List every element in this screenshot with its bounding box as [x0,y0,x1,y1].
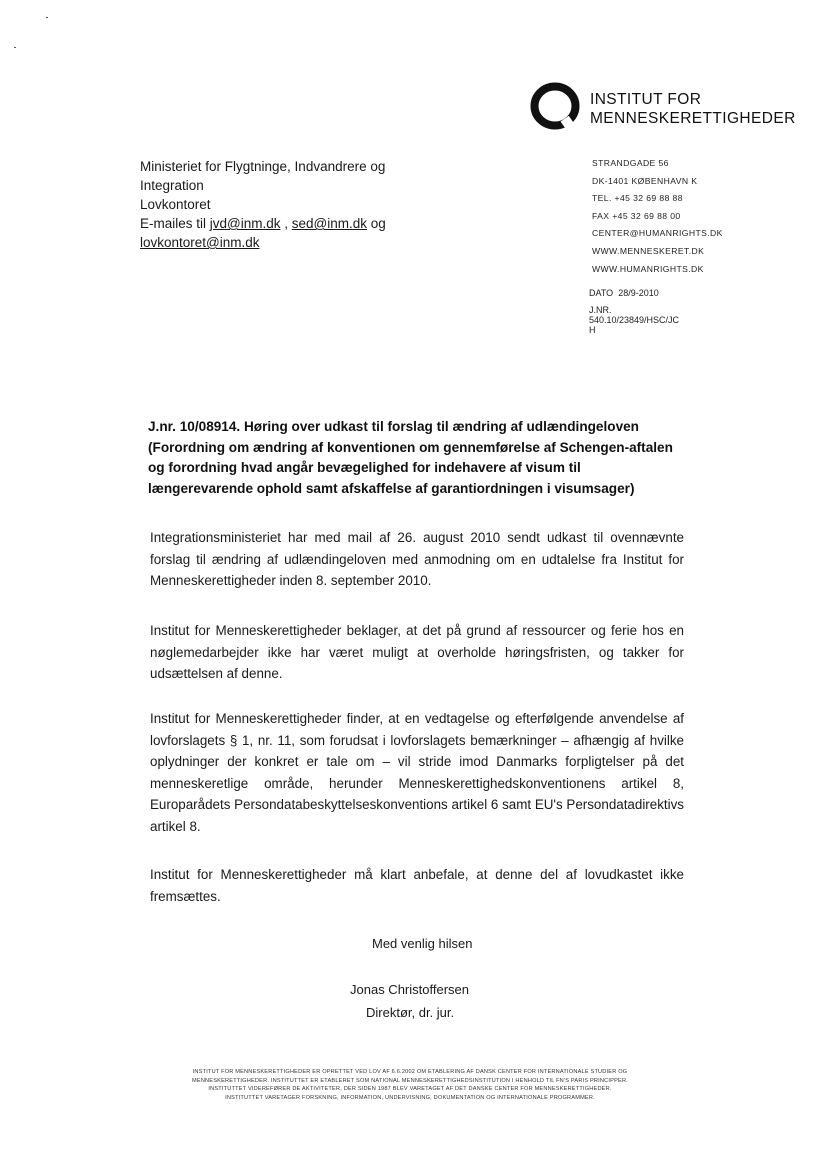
closing-greeting: Med venlig hilsen [372,936,473,951]
email-separator: , [280,216,292,231]
recipient-line: Integration [140,178,204,193]
letter-subject: J.nr. 10/08914. Høring over udkast til forslag til ændring af udlændingeloven (Forordning om ændring af konventionen om gennemførelse af Schengen-aftalen og forordning hvad angår bevægelighed for indehavere af visum til længerevarende ophold samt afskaffelse af garantiordningen i visumsager) [148,419,673,496]
contact-phone: TEL. +45 32 69 88 88 [592,193,683,204]
footer-line: INSTITUT FOR MENNESKERETTIGHEDER ER OPRETTET VED LOV AF 6.6.2002 OM ETABLERING AF DANSK CENTER FOR INTERNATIONALE STUDIER OG [192,1069,628,1075]
recipient-address [140,157,386,252]
scan-speck [46,17,48,18]
contact-email: CENTER@HUMANRIGHTS.DK [592,228,723,239]
body-paragraph: Institut for Menneskerettigheder finder, at en vedtagelse og efterfølgende anvendelse af lovforslagets § 1, nr. 11, som forudsat i lovforslagets bemærkninger – afhængig af hvilke oplydninger der konkret er tale om – vil stride imod Danmarks forpligtelser på det menneskeretlige område, herunder Menneskerettighedskonventionens artikel 8, Europarådets Persondatabeskyttelseskonventions artikel 6 samt EU's Persondatadirektivs artikel 8. [150,711,684,834]
org-name-line2: MENNESKERETTIGHEDER [590,110,796,127]
contact-street: STRANDGADE 56 [592,158,669,168]
body-paragraph: Integrationsministeriet har med mail af 26. august 2010 sendt udkast til ovennævnte forslag til ændring af udlændingeloven med anmodning om en udtalelse fra Institut for Menneskerettigheder inden 8. september 2010. [150,530,684,588]
organization-name [590,90,796,128]
recipient-email-line [140,214,386,233]
body-paragraph: Institut for Menneskerettigheder beklager, at det på grund af ressourcer og ferie hos en nøglemedarbejder ikke har været muligt at overholde høringsfristen, og takker for udsættelsen af denne. [150,623,684,681]
contact-block [592,155,723,278]
email-suffix: og [367,216,386,231]
email-prefix: E-mailes til [140,216,210,231]
contact-fax: FAX +45 32 69 88 00 [592,210,681,221]
letter-meta [589,288,679,335]
scan-speck [14,47,16,48]
contact-city: DK-1401 KØBENHAVN K [592,175,698,186]
email-link-lovkontoret[interactable]: lovkontoret@inm.dk [140,235,260,250]
date-label: DATO [589,288,614,298]
ring-logo-icon [528,80,582,132]
contact-web-humanrights: WWW.HUMANRIGHTS.DK [592,263,704,274]
body-paragraph: Institut for Menneskerettigheder må klart anbefale, at denne del af lovudkastet ikke fremsættes. [150,867,684,904]
recipient-line: Lovkontoret [140,197,211,212]
jnr-value: 540.10/23849/HSC/JC [589,315,680,325]
date-value: 28/9-2010 [618,288,659,298]
contact-web-menneskeret: WWW.MENNESKERET.DK [592,245,705,256]
signer-title: Direktør, dr. jur. [366,1005,455,1020]
email-link-jvd[interactable]: jvd@inm.dk [209,216,281,231]
signer-name: Jonas Christoffersen [350,982,469,997]
jnr-label: J.NR. [589,305,612,315]
org-name-line1: INSTITUT FOR [590,91,702,108]
footer-line: INSTITUTTET VARETAGER FORSKNING, INFORMATION, UNDERVISNING, DOKUMENTATION OG INTERNATIONALE PROGRAMMER. [225,1094,595,1101]
recipient-line: Ministeriet for Flygtninge, Indvandrere og [140,159,386,174]
email-link-sed[interactable]: sed@inm.dk [291,216,367,231]
footer-note [140,1068,680,1102]
jnr-value-cont: H [589,325,596,335]
footer-line: INSTITUTTET VIDEREFØRER DE AKTIVITETER, DER SIDEN 1987 BLEV VARETAGET AF DET DANSKE CENTER FOR MENNESKERETTIGHEDER. [208,1086,612,1093]
footer-line: MENNESKERETTIGHEDER. INSTITUTTET ER ETABLERET SOM NATIONAL MENNESKERETTIGHEDSINSTITUTION I HENHOLD TIL FN'S PARIS PRINCIPPER. [192,1077,628,1084]
